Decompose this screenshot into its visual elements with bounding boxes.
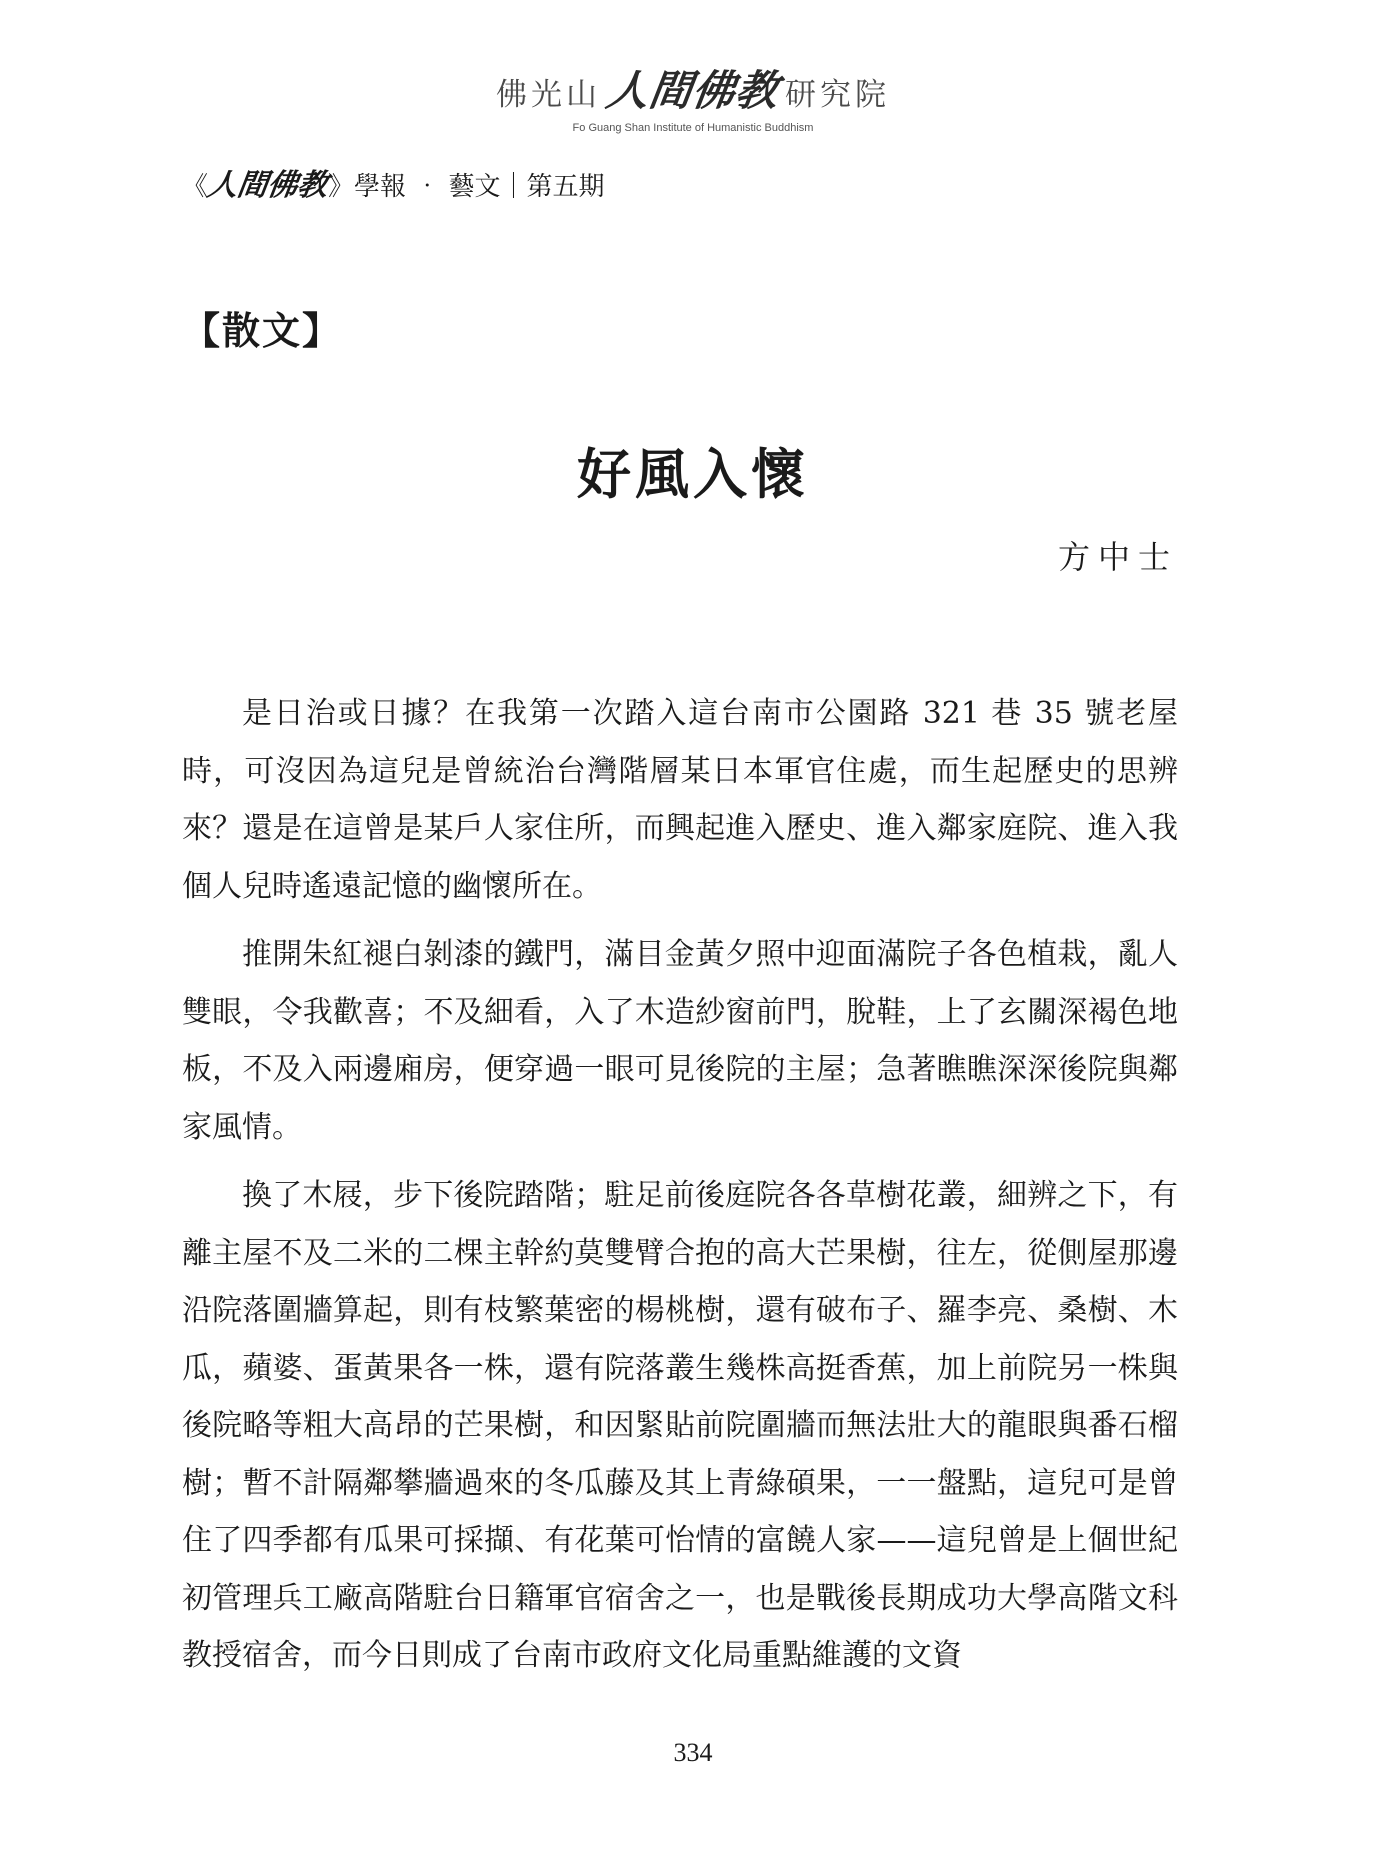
institute-prefix: 佛光山 [495,77,601,113]
body-paragraph: 推開朱紅褪白剝漆的鐵門，滿目金黃夕照中迎面滿院子各色植栽，亂人雙眼，令我歡喜；不及細看，入了木造紗窗前門，脫鞋，上了玄關深褐色地板，不及入兩邊廂房，便穿過一眼可見後院的主屋；急著瞧瞧深深後院與鄰家風情。 [182,937,1178,1145]
page-number: 334 [673,1738,713,1767]
institute-english-name: Fo Guang Shan Institute of Humanistic Buddhism [572,122,814,134]
body-paragraph: 換了木屐，步下後院踏階；駐足前後庭院各各草樹花叢，細辨之下，有離主屋不及二米的二棵主幹約莫雙臂合抱的高大芒果樹，往左，從側屋那邊沿院落圍牆算起，則有枝繁葉密的楊桃樹，還有破布子、羅李亮、桑樹、木瓜，蘋婆、蛋黃果各一株，還有院落叢生幾株高挺香蕉，加上前院另一株與後院略等粗大高昂的芒果樹，和因緊貼前院圍牆而無法壯大的龍眼與番石榴樹；暫不計隔鄰攀牆過來的冬瓜藤及其上青綠碩果，一一盤點，這兒可是曾住了四季都有瓜果可採擷、有花葉可怡情的富饒人家——這兒曾是上個世紀初管理兵工廠高階駐台日籍軍官宿舍之一，也是戰後長期成功大學高階文科教授宿舍，而今日則成了台南市政府文化局重點維護的文資 [182,1178,1178,1673]
section-label: 【散文】 [182,308,343,353]
journal-open-bracket: 《 [182,172,209,202]
article-title: 好風入懷 [577,442,809,506]
institute-name [496,58,890,118]
journal-brand-logotype: 人間佛教 [205,168,330,203]
institute-header [0,58,1386,134]
journal-running-head [182,160,605,204]
article-body [182,685,1178,1696]
institute-brand-logotype: 人間佛教 [603,66,783,115]
article-author: 方中士 [1057,538,1178,576]
journal-issue-info: 學報 ‧ 藝文｜第五期 [354,172,605,202]
journal-close-bracket: 》 [328,172,355,202]
body-paragraph: 是日治或日據？在我第一次踏入這台南市公園路 321 巷 35 號老屋時，可沒因為這兒是曾統治台灣階層某日本軍官住處，而生起歷史的思辨來？還是在這曾是某戶人家住所，而興起進入歷史、進入鄰家庭院、進入我個人兒時遙遠記憶的幽懷所在。 [182,696,1178,904]
institute-suffix: 研究院 [785,77,890,113]
